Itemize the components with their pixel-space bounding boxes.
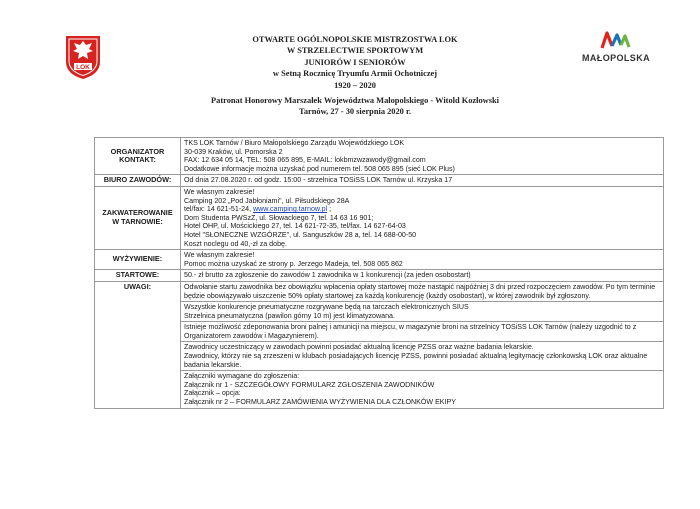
row-uwagi-2	[95, 302, 664, 322]
note-weapon-storage: Istnieje możliwość zdeponowania broni palnej i amunicji na miejscu, w magazynie broni na strzelnicy TOSiSS LOK Tarnów (należy uzgodnić to z Organizatorem zawodów i Magazynierem).	[181, 322, 664, 342]
wyzywienie-line: Pomoc można uzyskać ze strony p. Jerzego Madeja, tel. 508 065 862	[184, 259, 403, 268]
header-years: 1920 – 2020	[334, 80, 376, 90]
note-license: Zawodnicy uczestniczący w zawodach powinni posiadać aktualną licencję PZSS oraz ważne badania lekarskie. Zawodnicy, którzy nie są zrzeszeni w klubach posiadających licencję PZSS, powinni posiadać aktualną legitymację członkowską LOK oraz aktualne badania lekarskie.	[181, 342, 664, 371]
header-subtitle-2: JUNIORÓW I SENIORÓW	[304, 57, 406, 67]
label-uwagi: UWAGI:	[95, 281, 181, 408]
header-title: OTWARTE OGÓLNOPOLSKIE MISTRZOSTWA LOK	[252, 35, 458, 44]
header-subtitle-1: W STRZELECTWIE SPORTOWYM	[286, 46, 424, 56]
zakwaterowanie-line: Dom Studenta PWSzZ, ul. Słowackiego 7, tel. 14 63 16 901;	[184, 213, 374, 222]
organizator-line: Dodatkowe informacje można uzyskać pod numerem tel. 508 065 895 (sieć LOK Plus)	[184, 164, 455, 173]
value-organizator	[181, 138, 664, 175]
header-patronage: Patronat Honorowy Marszałek Województwa Małopolskiego - Witold Kozłowski	[211, 96, 499, 106]
row-biuro	[95, 175, 664, 187]
zakwaterowanie-line: We własnym zakresie!	[184, 187, 255, 196]
value-startowe: 50.- zł brutto za zgłoszenie do zawodów 1 zawodnika w 1 konkurencji (za jeden osobostart)	[181, 270, 664, 282]
value-zakwaterowanie	[181, 186, 664, 249]
row-uwagi-4	[95, 342, 664, 371]
row-uwagi-1	[95, 281, 664, 301]
document-header	[150, 34, 560, 118]
zakwaterowanie-line	[184, 205, 660, 214]
zakwaterowanie-line: Hotel "SŁONECZNE WZGÓRZE", ul. Sanguszków 28 a, tel. 14 688-00-50	[184, 230, 417, 239]
label-wyzywienie: WYŻYWIENIE:	[95, 250, 181, 270]
row-organizator	[95, 138, 664, 175]
zakwaterowanie-line: Camping 202 „Pod Jabłoniami", ul. Piłsudskiego 28A	[184, 196, 350, 205]
organizator-line: FAX: 12 634 05 14, TEL: 508 065 895, E-MAIL: lokbmzwzawody@gmail.com	[184, 156, 426, 165]
label-biuro: BIURO ZAWODÓW:	[95, 175, 181, 187]
header-dedication: w Setną Rocznicę Tryumfu Armii Ochotniczej	[272, 69, 438, 79]
camping-website-link[interactable]: www.camping.tarnow.pl	[253, 205, 328, 214]
label-zakwaterowanie: ZAKWATEROWANIE W TARNOWIE:	[95, 186, 181, 249]
malopolska-mark-icon	[598, 30, 634, 50]
zakwaterowanie-line: Koszt noclegu od 40,-zł za dobę.	[184, 239, 287, 248]
row-uwagi-3	[95, 322, 664, 342]
label-startowe: STARTOWE:	[95, 270, 181, 282]
row-startowe	[95, 270, 664, 282]
note-cancellation: Odwołanie startu zawodnika bez obowiązku wpłacenia opłaty startowej może nastąpić najpóźniej 3 dni przed rozpoczęciem zawodów. Po tym terminie będzie obowiązywało uiszczenie 50% opłaty startowej za każdą konkurencję (każdy osobostart), w której zawodnik był zgłoszony.	[181, 281, 664, 301]
organizator-line: 30-039 Kraków, ul. Pomorska 2	[184, 147, 283, 156]
row-uwagi-5	[95, 371, 664, 408]
malopolska-logo	[576, 30, 656, 70]
note-sius: Wszystkie konkurencje pneumatyczne rozgrywane będą na tarczach elektronicznych SIUS Strzelnica pneumatyczna (pawilon górny 10 m) jest klimatyzowana.	[181, 302, 664, 322]
info-table	[94, 137, 664, 409]
value-wyzywienie	[181, 250, 664, 270]
organizator-line: TKS LOK Tarnów / Biuro Małopolskiego Zarządu Wojewódzkiego LOK	[184, 139, 405, 147]
value-biuro: Od dnia 27.08.2020 r. od godz. 15:00 - strzelnica TOSiSS LOK Tarnów ul. Krzyska 17	[181, 175, 664, 187]
camping-phone: tel/fax: 14 621-51-24,	[184, 205, 254, 214]
lok-logo	[64, 34, 102, 80]
row-zakwaterowanie	[95, 186, 664, 249]
note-attachments: Załączniki wymagane do zgłoszenia: Załącznik nr 1 - SZCZEGÓŁOWY FORMULARZ ZGŁOSZENIA ZAWODNIKÓW Załącznik – opcja: Załącznik nr 2 – FORMULARZ ZAMÓWIENIA WYŻYWIENIA DLA CZŁONKÓW EKIPY	[181, 371, 664, 408]
separator: ;	[327, 205, 332, 214]
header-place-date: Tarnów, 27 - 30 sierpnia 2020 r.	[299, 107, 411, 117]
wyzywienie-line: We własnym zakresie!	[184, 251, 255, 260]
lok-logo-text: LOK	[76, 64, 90, 71]
malopolska-logo-text: MAŁOPOLSKA	[582, 53, 650, 63]
zakwaterowanie-line: Hotel OHP, ul. Mościckiego 27, tel. 14 621-72-35, tel/fax. 14 627-64-03	[184, 222, 406, 231]
row-wyzywienie	[95, 250, 664, 270]
label-organizator: ORGANIZATOR KONTAKT:	[95, 138, 181, 175]
